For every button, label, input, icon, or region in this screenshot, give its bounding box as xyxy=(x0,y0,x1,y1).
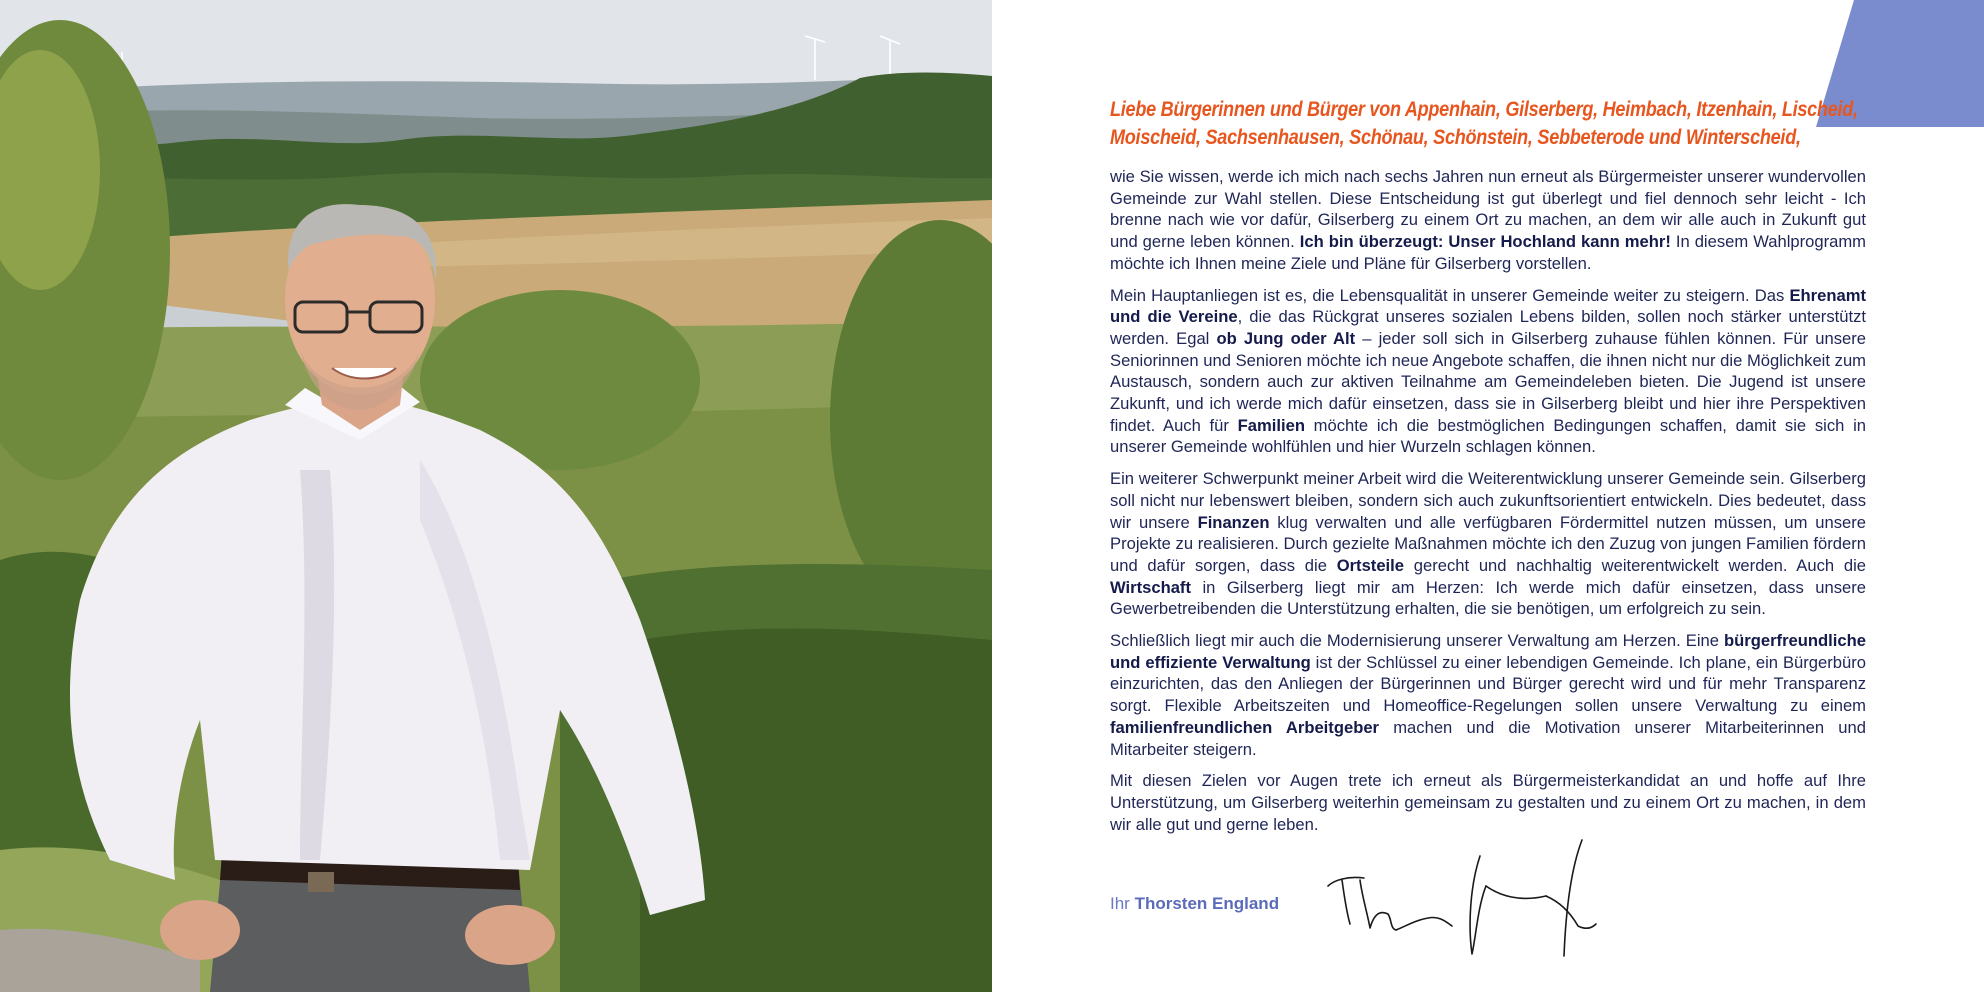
letter-body xyxy=(1110,166,1866,835)
paragraph-text: In diesem Wahlprogramm möchte ich Ihnen meine Ziele und Pläne für Gilserberg vorstellen. xyxy=(1110,232,1866,273)
paragraph-text: – jeder soll sich in Gilserberg zuhause fühlen können. Für unsere Seniorinnen und Senioren möchte ich neue Angebote schaffen, die ihnen nicht nur die Möglichkeit zum Austausch, sondern auch zur aktiven Teilnahme am Gemeindeleben bieten. Die Jugend ist unsere Zukunft, und ich werde mich dafür einsetzen, dass sie in Gilserberg bleibt und hier ihre Perspektiven findet. Auch für xyxy=(1110,328,1866,435)
letter-paragraph xyxy=(1110,770,1866,835)
letter-paragraph xyxy=(1110,630,1866,760)
paragraph-text: Mit diesen Zielen vor Augen trete ich erneut als Bürgermeisterkandidat an und hoffe auf Ihre Unterstützung, um Gilserberg weiterhin gemeinsam zu gestalten und zu einem Ort zu machen, in dem wir alle gut und gerne leben. xyxy=(1110,771,1866,834)
letter-closing xyxy=(1110,894,1279,914)
letter-paragraph xyxy=(1110,468,1866,620)
emphasis-text: Finanzen xyxy=(1197,512,1270,532)
paragraph-text: Schließlich liegt mir auch die Modernisierung unserer Verwaltung am Herzen. Eine xyxy=(1110,631,1724,651)
emphasis-text: Ich bin überzeugt: Unser Hochland kann mehr! xyxy=(1299,232,1671,252)
emphasis-text: Familien xyxy=(1237,415,1305,435)
paragraph-text: gerecht und nachhaltig weiterentwickelt werden. Auch die xyxy=(1404,555,1866,575)
paragraph-text: Ein weiterer Schwerpunkt meiner Arbeit wird die Weiterentwicklung unserer Gemeinde sein. Gilserberg soll nicht nur lebenswert bleiben, sondern sich auch zukunftsorientiert entwickeln. Dies bedeutet, dass wir unsere xyxy=(1110,469,1866,532)
paragraph-text: klug verwalten und alle verfügbaren Fördermittel nutzen müssen, um unsere Projekte zu realisieren. Durch gezielte Maßnahmen möchte ich den Zuzug von jungen Familien fördern und dafür sorgen, dass die xyxy=(1110,512,1866,575)
emphasis-text: ob Jung oder Alt xyxy=(1216,328,1356,348)
signatory-name: Thorsten England xyxy=(1134,894,1280,913)
closing-prefix: Ihr xyxy=(1110,894,1130,913)
emphasis-text: Ortsteile xyxy=(1336,555,1405,575)
emphasis-text: bürgerfreundliche und effiziente Verwaltung xyxy=(1110,631,1866,672)
emphasis-text: Ehrenamt und die Vereine xyxy=(1110,285,1866,327)
handwritten-signature xyxy=(1320,836,1640,966)
letter-paragraph xyxy=(1110,166,1866,275)
letter-paragraph xyxy=(1110,285,1866,459)
paragraph-text: in Gilserberg liegt mir am Herzen: Ich werde mich dafür einsetzen, dass unsere Gewerbetreibenden die Unterstützung erhalten, die sie benötigen, um erfolgreich zu sein. xyxy=(1110,577,1866,619)
letter xyxy=(1110,96,1866,845)
emphasis-text: Wirtschaft xyxy=(1110,577,1191,597)
paragraph-text: ist der Schlüssel zu einer lebendigen Gemeinde. Ich plane, ein Bürgerbüro einzurichten, das den Anliegen der Bürgerinnen und Bürger gerecht wird und für mehr Transparenz sorgt. Flexible Arbeitszeiten und Homeoffice-Regelungen sollen unsere Verwaltung zu einem xyxy=(1110,652,1866,716)
paragraph-text: , die das Rückgrat unseres sozialen Lebens bilden, sollen noch stärker unterstützt werden. Egal xyxy=(1110,307,1866,348)
emphasis-text: familienfreundlichen Arbeitgeber xyxy=(1110,717,1380,737)
paragraph-text: wie Sie wissen, werde ich mich nach sechs Jahren nun erneut als Bürgermeister unserer wundervollen Gemeinde zur Wahl stellen. Diese Entscheidung ist gut überlegt und fiel dennoch sehr leicht - Ich brenne nach wie vor dafür, Gilserberg zu einem Ort zu machen, an dem wir alle auch in Zukunft gut und gerne leben können. xyxy=(1110,167,1866,252)
paragraph-text: Mein Hauptanliegen ist es, die Lebensqualität in unserer Gemeinde weiter zu steigern. Das xyxy=(1110,285,1790,305)
paragraph-text: machen und die Motivation unserer Mitarbeiterinnen und Mitarbeiter steigern. xyxy=(1110,717,1866,759)
letter-salutation: Liebe Bürgerinnen und Bürger von Appenhain, Gilserberg, Heimbach, Itzenhain, Lischeid, Moischeid, Sachsenhausen, Schönau, Schönstein, Sebbeterode und Winterscheid, xyxy=(1110,98,1858,149)
paragraph-text: möchte ich die bestmöglichen Bedingungen schaffen, damit sie sich in unserer Gemeinde wohlfühlen und hier Wurzeln schlagen können. xyxy=(1110,415,1866,457)
